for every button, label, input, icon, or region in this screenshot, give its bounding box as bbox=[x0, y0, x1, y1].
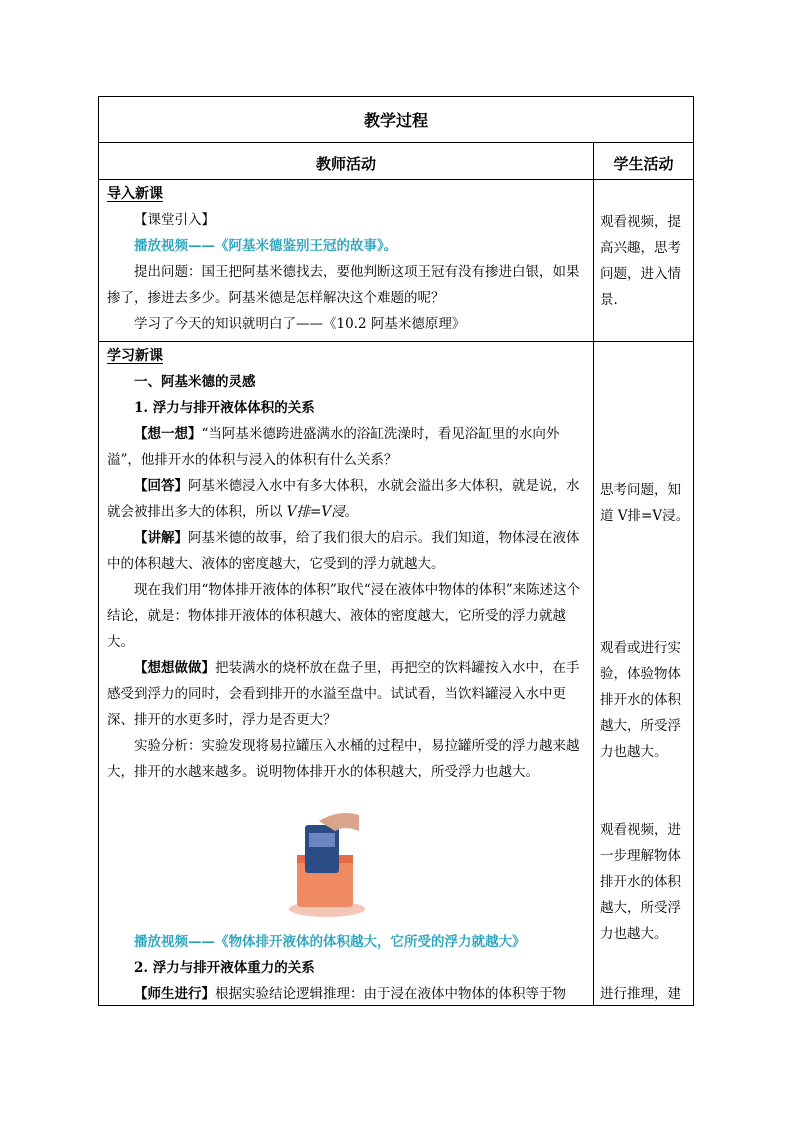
experiment-photo bbox=[289, 809, 367, 919]
intro-label: 【课堂引入】 bbox=[134, 212, 215, 228]
intro-heading: 导入新课 bbox=[107, 186, 163, 202]
new-heading: 学习新课 bbox=[107, 348, 163, 364]
video-2: 播放视频——《物体排开液体的体积越大，它所受的浮力就越大》 bbox=[134, 934, 526, 950]
student-note-4: 进行推理，建 bbox=[600, 986, 681, 1002]
lesson-table bbox=[98, 96, 694, 1006]
column-divider bbox=[593, 142, 594, 1005]
student-note-3: 观看视频，进一步理解物体排开水的体积越大，所受浮力也越大。 bbox=[600, 822, 681, 942]
divider bbox=[99, 341, 693, 342]
new-section: 学习新课 一、阿基米德的灵感 1. 浮力与排开液体体积的关系 【想一想】“当阿基米德跨进盛满水的浴缸洗澡时，看见浴缸里的水向外溢”，他排开水的体积与浸入的体积有什么关系？ 【回答】阿基米德浸入水中有多大体积，水就会溢出多大体积，就是说，水就会被排出多大的体积，所以 V排=V浸。 【讲解】阿基米德的故事，给了我们很大的启示。我们知道，物体浸在液体中的体积越大、液体的密度越大，它受到的浮力就越大。 现在我们用“物体排开液体的体积”取代“浸在液体中物体的体积”来陈述这个结论，就是：物体排开液体的体积越大、液体的密度越大，它所受的浮力就越大。 【想想做做】把装满水的烧杯放在盘子里，再把空的饮料罐按入水中，在手感受到浮力的同时，会看到排开的水溢至盘中。试试看，当饮料罐浸入水中更深、排开的水更多时，浮力是否更大？ 实验分析：实验发现将易拉罐压入水桶的过程中，易拉罐所受的浮力越来越大，排开的水越来越多。说明物体排开水的体积越大，所受浮力也越大。 bbox=[107, 343, 589, 785]
intro-question: 提出问题：国王把阿基米德找去，要他判断这项王冠有没有掺进白银，如果掺了，掺进去多少。阿基米德是怎样解决这个难题的呢？ bbox=[107, 264, 580, 306]
sub-heading: 一、阿基米德的灵感 bbox=[134, 374, 256, 390]
tag: 【想想做做】 bbox=[134, 660, 215, 676]
tag: 【师生进行】 bbox=[134, 986, 215, 1002]
paragraph: 现在我们用“物体排开液体的体积”取代“浸在液体中物体的体积”来陈述这个结论，就是：物体排开液体的体积越大、液体的密度越大，它所受的浮力就越大。 bbox=[107, 582, 581, 650]
divider bbox=[99, 179, 693, 180]
paragraph: “当阿基米德跨进盛满水的浴缸洗澡时，看见浴缸里的水向外溢”，他排开水的体积与浸入的体积有什么关系？ bbox=[107, 426, 560, 468]
sub-heading: 1. 浮力与排开液体体积的关系 bbox=[134, 400, 315, 416]
intro-video: 播放视频——《阿基米德鉴别王冠的故事》。 bbox=[134, 238, 398, 254]
formula: V排=V浸 bbox=[286, 504, 345, 520]
tag: 【回答】 bbox=[134, 478, 188, 494]
paragraph: 阿基米德的故事，给了我们很大的启示。我们知道，物体浸在液体中的体积越大、液体的密度越大，它受到的浮力就越大。 bbox=[107, 530, 580, 572]
student-header: 学生活动 bbox=[613, 154, 674, 173]
paragraph: 根据实验结论逻辑推理：由于浸在液体中物体的体积等于物 bbox=[215, 986, 566, 1002]
teacher-header: 教师活动 bbox=[315, 154, 376, 173]
tag: 【讲解】 bbox=[134, 530, 188, 546]
paragraph: 阿基米德浸入水中有多大体积，水就会溢出多大体积，就是说，水就会被排出多大的体积，所以 bbox=[107, 478, 580, 520]
student-note-2: 观看或进行实验，体验物体排开水的体积越大，所受浮力也越大。 bbox=[600, 640, 681, 760]
student-note-1: 思考问题，知道 V排=V浸。 bbox=[600, 482, 690, 524]
table-title: 教学过程 bbox=[363, 111, 428, 130]
tag: 【想一想】 bbox=[134, 426, 202, 442]
intro-student: 观看视频，提高兴趣，思考问题，进入情景. bbox=[600, 214, 681, 308]
intro-section bbox=[107, 181, 589, 337]
intro-lead: 学习了今天的知识就明白了——《10.2 阿基米德原理》 bbox=[134, 316, 466, 332]
sub-heading: 2. 浮力与排开液体重力的关系 bbox=[134, 960, 315, 976]
paragraph: 把装满水的烧杯放在盘子里，再把空的饮料罐按入水中，在手感受到浮力的同时，会看到排开的水溢至盘中。试试看，当饮料罐浸入水中更深、排开的水更多时，浮力是否更大？ bbox=[107, 660, 580, 728]
new-section-end bbox=[107, 929, 589, 1007]
paragraph: 实验分析：实验发现将易拉罐压入水桶的过程中，易拉罐所受的浮力越来越大，排开的水越来越多。说明物体排开水的体积越大，所受浮力也越大。 bbox=[107, 738, 580, 780]
